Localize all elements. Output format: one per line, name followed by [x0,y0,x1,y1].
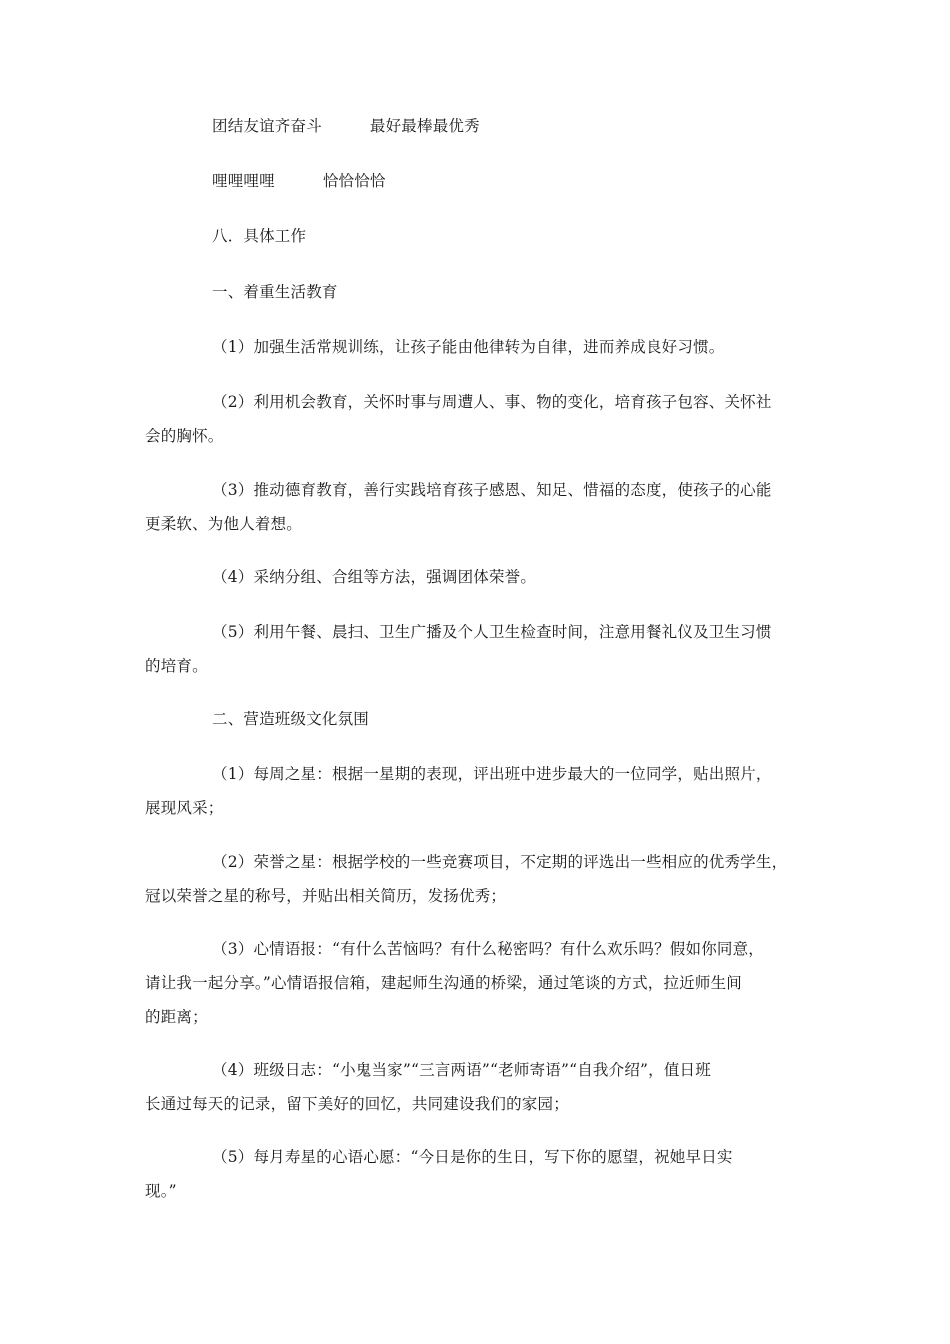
paragraph-line: 会的胸怀。 [145,427,224,445]
slogan-text: 团结友谊齐奋斗 [212,117,322,135]
paragraph-line: 请让我一起分享。”心情语报信箱，建起师生沟通的桥梁，通过笔谈的方式，拉近师生间 [145,974,742,992]
section-heading: 八．具体工作 [212,227,307,245]
paragraph-line: 展现风采； [145,799,224,817]
slogan-text: 最好最棒最优秀 [369,117,480,135]
paragraph-line: 现。” [145,1182,177,1200]
part1-heading: 一、着重生活教育 [212,283,338,301]
slogan-line-1 [212,116,480,136]
paragraph-line: （2）荣誉之星：根据学校的一些竞赛项目，不定期的评选出一些相应的优秀学生， [212,853,788,871]
paragraph-line: （2）利用机会教育，关怀时事与周遭人、事、物的变化，培育孩子包容、关怀社 [212,393,772,411]
paragraph-line: 冠以荣誉之星的称号，并贴出相关简历，发扬优秀； [145,887,507,905]
paragraph-line: （3）心情语报：“有什么苦恼吗？有什么秘密吗？有什么欢乐吗？假如你同意， [212,940,764,958]
paragraph-line: （4）采纳分组、合组等方法，强调团体荣誉。 [212,568,537,586]
paragraph-line: 更柔软、为他人着想。 [145,515,303,533]
part2-heading: 二、营造班级文化氛围 [212,710,370,728]
slogan-text: 恰恰恰恰 [322,172,386,190]
paragraph-line: （1）加强生活常规训练，让孩子能由他律转为自律，进而养成良好习惯。 [212,338,725,356]
paragraph-line: （5）利用午餐、晨扫、卫生广播及个人卫生检查时间，注意用餐礼仪及卫生习惯 [212,623,772,641]
paragraph-line: 的培育。 [145,657,208,675]
slogan-text: 哩哩哩哩 [212,172,275,190]
paragraph-line: 的距离； [145,1008,208,1026]
slogan-line-2 [212,171,386,191]
paragraph-line: （5）每月寿星的心语心愿：“今日是你的生日，写下你的愿望，祝她早日实 [212,1148,733,1166]
paragraph-line: （1）每周之星：根据一星期的表现，评出班中进步最大的一位同学，贴出照片， [212,765,772,783]
paragraph-line: （3）推动德育教育，善行实践培育孩子感恩、知足、惜福的态度，使孩子的心能 [212,481,772,499]
paragraph-line: 长通过每天的记录，留下美好的回忆，共同建设我们的家园； [145,1095,569,1113]
paragraph-line: （4）班级日志：“小鬼当家”“三言两语”“老师寄语”“自我介绍”，值日班 [212,1061,711,1079]
